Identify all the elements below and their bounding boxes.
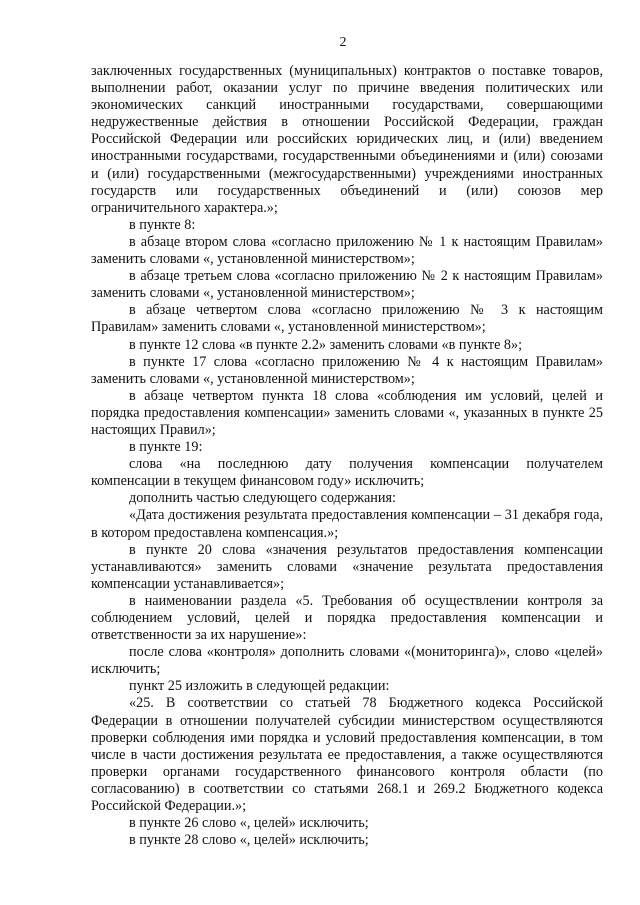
paragraph-item-20: в пункте 20 слова «значения результатов предоставления компенсации устанавливаются» заменить словами «значение результата предоставления компенсации устанавливается»; [91,541,603,592]
paragraph-item-19-addition: дополнить частью следующего содержания: [129,490,396,507]
paragraph-item-8-abzac-4: в абзаце четвертом слова «согласно приложению № 3 к настоящим Правилам» заменить словами «, установленной министерством»; [91,302,603,336]
paragraph-section-5-change: после слова «контроля» дополнить словами «(мониторинга)», слово «целей» исключить; [91,644,603,678]
paragraph-item-19-quote: «Дата достижения результата предоставления компенсации – 31 декабря года, в котором предоставлена компенсация.»; [91,507,603,541]
paragraph-section-5-title: в наименовании раздела «5. Требования об осуществлении контроля за соблюдением условий, целей и порядка предоставления компенсации и ответственности за их нарушение»: [91,592,603,644]
paragraph-item-18: в абзаце четвертом пункта 18 слова «соблюдения им условий, целей и порядка предоставления компенсации» заменить словами «, указанных в пункте 25 настоящих Правил»; [91,387,603,438]
paragraph-continuation: заключенных государственных (муниципальных) контрактов о поставке товаров, выполнении работ, оказании услуг по причине введения политических или экономических санкций иностранными государствами, совершающими недружественные действия в отношении Российской Федерации, граждан Российской Федерации или российских юридических лиц, и (или) введением иностранными государствами, государственными объединениями и (или) союзами и (или) государственными (межгосударственными) учреждениями иностранных государств или государственных объединений и (или) союзов мер ограничительного характера.»; [91,63,603,216]
document-body [91,63,603,849]
paragraph-item-17: в пункте 17 слова «согласно приложению № 4 к настоящим Правилам» заменить словами «, установленной министерством»; [91,353,603,387]
paragraph-item-12: в пункте 12 слова «в пункте 2.2» заменить словами «в пункте 8»; [129,336,523,353]
paragraph-item-28: в пункте 28 слово «, целей» исключить; [129,832,369,849]
paragraph-item-26: в пункте 26 слово «, целей» исключить; [129,815,369,832]
page-number: 2 [339,35,347,50]
paragraph-item-8-abzac-3: в абзаце третьем слова «согласно приложению № 2 к настоящим Правилам» заменить словами «, установленной министерством»; [91,268,603,302]
paragraph-item-19-words: слова «на последнюю дату получения компенсации получателем компенсации в текущем финансовом году» исключить; [91,456,603,490]
paragraph-item-8: в пункте 8: [129,216,196,233]
paragraph-item-8-abzac-2: в абзаце втором слова «согласно приложению № 1 к настоящим Правилам» заменить словами «, установленной министерством»; [91,233,603,268]
paragraph-item-25: пункт 25 изложить в следующей редакции: [129,678,390,695]
paragraph-item-19: в пункте 19: [129,439,203,456]
paragraph-item-25-quote: «25. В соответствии со статьей 78 Бюджетного кодекса Российской Федерации в отношении получателей субсидии министерством осуществляются проверки соблюдения ими порядка и условий предоставления компенсации, в том числе в части достижения результата ее предоставления, а также осуществляются проверки органами государственного финансового контроля области (по согласованию) в соответствии со статьями 268.1 и 269.2 Бюджетного кодекса Российской Федерации.»; [91,695,603,815]
